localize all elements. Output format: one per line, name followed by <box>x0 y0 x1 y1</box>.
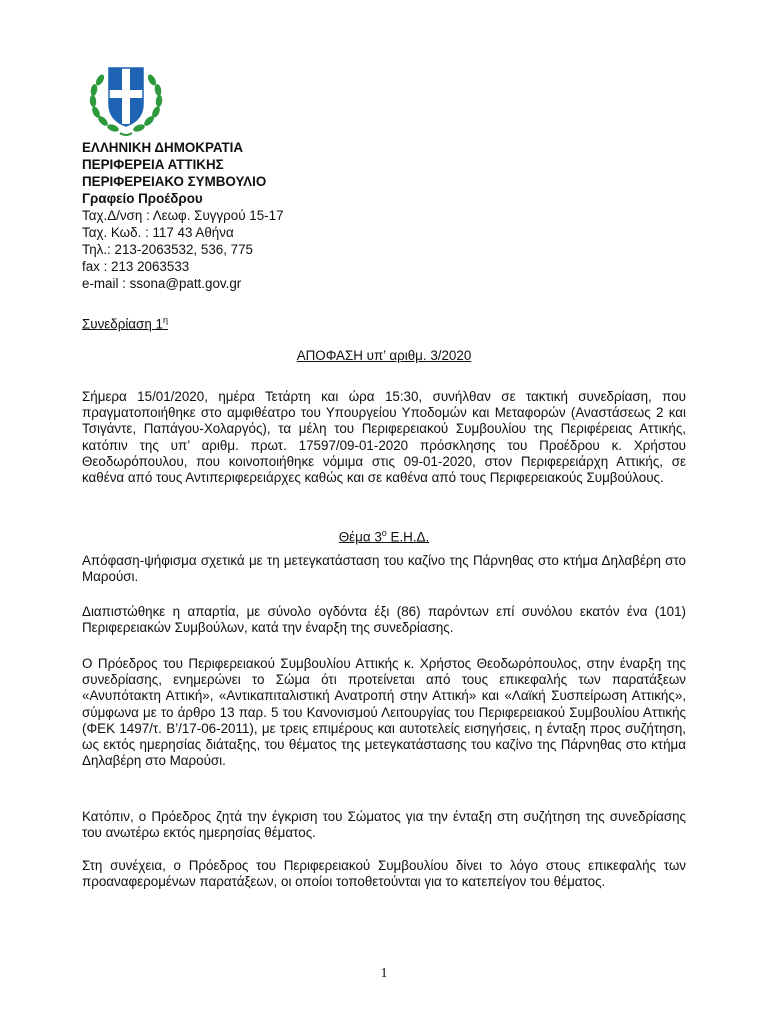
header-postcode: Ταχ. Κωδ. : 117 43 Αθήνα <box>82 225 234 240</box>
paragraph-president: Ο Πρόεδρος του Περιφερειακού Συμβουλίου Αττικής κ. Χρήστος Θεοδωρόπουλος, στην έναρξη της συνεδρίασης, ενημερώνει το Σώμα ότι προτείνεται από τους επικεφαλής των παρατάξεων «Ανυπότακτη Αττική», «Αντικαπιταλιστική Ανατροπή στην Αττική» και «Λαϊκή Συσπείρωση Αττικής», σύμφωνα με το άρθρο 13 παρ. 5 του Κανονισμού Λειτουργίας του Περιφερειακού Συμβουλίου Αττικής (ΦΕΚ 1497/τ. Β’/17-06-2011), με τρεις επιμέρους και αυτοτελείς εισηγήσεις, η ένταξη προς συζήτηση, ως εκτός ημερησίας διάταξης, του θέματος της μετεγκατάστασης του καζίνο της Πάρνηθας στο κτήμα Δηλαβέρη στο Μαρούσι. <box>82 656 686 769</box>
paragraph-floor: Στη συνέχεια, ο Πρόεδρος του Περιφερειακού Συμβουλίου δίνει το λόγο στους επικεφαλής των προαναφερομένων παρατάξεων, οι οποίοι τοποθετούνται για το κατεπείγον του θέματος. <box>82 858 686 890</box>
header-address: Ταχ.Δ/νση : Λεωφ. Συγγρού 15-17 <box>82 208 284 223</box>
header-phone: Τηλ.: 213-2063532, 536, 775 <box>82 242 253 257</box>
paragraph-quorum: Διαπιστώθηκε η απαρτία, με σύνολο ογδόντα έξι (86) παρόντων επί συνόλου εκατόν ένα (101) Περιφερειακών Συμβούλων, κατά την έναρξη της συνεδρίασης. <box>82 604 686 636</box>
header-email: e-mail : ssona@patt.gov.gr <box>82 276 242 291</box>
letterhead <box>82 139 284 292</box>
header-office: Γραφείο Προέδρου <box>82 191 203 206</box>
paragraph-meeting: Σήμερα 15/01/2020, ημέρα Τετάρτη και ώρα 15:30, συνήλθαν σε τακτική συνεδρίαση, που πραγματοποιήθηκε στο αμφιθέατρο του Υπουργείου Υποδομών και Μεταφορών (Αναστάσεως 2 και Τσιγάντε, Παπάγου-Χολαργός), τα μέλη του Περιφερειακού Συμβουλίου της Περιφέρειας Αττικής, κατόπιν της υπ’ αριθμ. πρωτ. 17597/09-01-2020 πρόσκλησης του Προέδρου κ. Χρήστου Θεοδωρόπουλου, που κοινοποιήθηκε νόμιμα στις 09-01-2020, στον Περιφερειάρχη Αττικής, σε καθένα από τους Αντιπεριφερειάρχες καθώς και σε καθένα από τους Περιφερειακούς Συμβούλους. <box>82 389 686 486</box>
topic-suffix: Ε.Η.Δ. <box>386 529 430 545</box>
topic-sup: ο <box>381 528 387 538</box>
session-label <box>82 315 168 331</box>
session-sup: η <box>162 315 168 325</box>
decision-title: ΑΠΟΦΑΣΗ υπ’ αριθμ. 3/2020 <box>296 348 472 363</box>
topic-heading <box>0 528 768 544</box>
paragraph-approval: Κατόπιν, ο Πρόεδρος ζητά την έγκριση του Σώματος για την ένταξη στη συζήτηση της συνεδρίασης του ανωτέρω εκτός ημερησίας θέματος. <box>82 809 686 841</box>
session-text: Συνεδρίαση 1 <box>82 316 163 332</box>
header-fax: fax : 213 2063533 <box>82 259 190 274</box>
topic-prefix: Θέμα 3 <box>338 529 382 545</box>
paragraph-subject: Απόφαση-ψήφισμα σχετικά με τη μετεγκατάσταση του καζίνο της Πάρνηθας στο κτήμα Δηλαβέρη στο Μαρούσι. <box>82 553 686 585</box>
header-council: ΠΕΡΙΦΕΡΕΙΑΚΟ ΣΥΜΒΟΥΛΙΟ <box>82 174 267 189</box>
greek-emblem-logo <box>82 54 170 138</box>
header-country: ΕΛΛΗΝΙΚΗ ΔΗΜΟΚΡΑΤΙΑ <box>82 140 244 155</box>
header-region: ΠΕΡΙΦΕΡΕΙΑ ΑΤΤΙΚΗΣ <box>82 157 224 172</box>
page-number: 1 <box>380 966 388 981</box>
